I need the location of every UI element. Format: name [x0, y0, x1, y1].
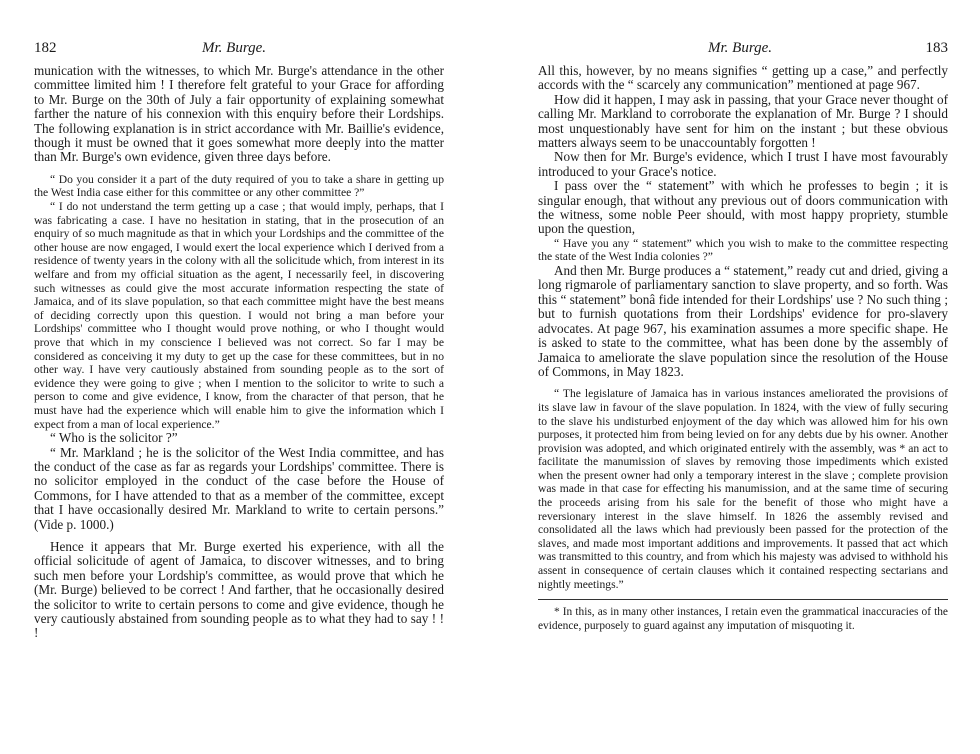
paragraph: Hence it appears that Mr. Burge exerted his experience, with all the official solicitude of agent of Jamaica, to discover witnesses, and to bring such men before your Lordship's committee, as would prove that which he (Mr. Burge) believed to be correct ! And farther, that he occasionally desired the solicitor to write to certain persons to come and give evidence, though he very cautiously abstained from sounding people as to what they had to say ! ! !: [34, 538, 444, 641]
footnote: * In this, as in many other instances, I retain even the grammatical inaccuracies of the evidence, purposely to guard against any imputation of misquoting it.: [538, 606, 948, 632]
quoted-question: “ Have you any “ statement” which you wish to make to the committee respecting the state of the West India colonies ?”: [538, 236, 948, 264]
paragraph: How did it happen, I may ask in passing, that your Grace never thought of calling Mr. Markland to corroborate the explanation of Mr. Burge ? I should most unquestionably have sent for him on the instant ; but these obvious matters always seem to be unaccountably forgotten !: [538, 91, 948, 151]
quoted-answer: “ I do not understand the term getting up a case ; that would imply, perhaps, that I was fabricating a case. I have no hesitation in stating, that in the prosecution of an enquiry of so much magnitude as that in which your Lordships and the committee of the other house are now engaged, I would exert the local experience which I derived from a residence of twenty years in the colony with all the solicitude which, from interest in its welfare and from my official situation as the agent, I necessarily feel, in discovering such witnesses as could give the most accurate information respecting the state of Jamaica, and of its slave population, so that each committee might have the best means of deciding correctly upon this question. I would not bring a man before your Lordships' committee who I thought would prove nothing, or who I thought would prove that which in my conscience I believed was not correct. So far I may be considered as conceiving it my duty to get up the case for these committees, but in no other way. I have very cautiously abstained from sounding people as to the sort of evidence they were going to give ; when I mention to the solicitor to write to such a person to come and give evidence, I know, from the character of that person, that he must have had the experience which will enable him to give the information which I expect from a man of local experience.”: [34, 200, 444, 431]
footnote-divider: [538, 599, 948, 600]
quoted-answer: “ Mr. Markland ; he is the solicitor of the West India committee, and has the conduct of the case as far as regards your Lordships' committee. There is no solicitor employed in the conduct of the case before the House of Commons, for I have attended to that as a member of the committee, except that I have occasionally desired Mr. Markland to write to certain persons.” (Vide p. 1000.): [34, 444, 444, 532]
page-number: 183: [925, 40, 948, 56]
quoted-question: “ Do you consider it a part of the duty required of you to take a share in getting up the West India case either for this committee or any other committee ?”: [34, 172, 444, 200]
paragraph: munication with the witnesses, to which Mr. Burge's attendance in the other committee limited him ! I therefore felt grateful to your Grace for affording to Mr. Burge on the 30th of July a fair opportunity of explaining somewhat farther the nature of his connexion with this enquiry before their Lordships. The following explanation is in strict accordance with Mr. Baillie's evidence, though it must be owned that it goes somewhat more deeply into the matter than Mr. Burge's own evidence, given three days before.: [34, 63, 444, 165]
page-number: 182: [34, 40, 57, 56]
running-head: Mr. Burge.: [708, 40, 773, 56]
left-page-body: [34, 64, 444, 641]
quoted-answer: “ The legislature of Jamaica has in various instances ameliorated the provisions of its slave law in favour of the slave population. In 1824, with the view of fully securing to the slave his undisturbed enjoyment of the day which was allowed him for his own purposes, it protected him from being levied on for any debts due by his owner. Another provision was adopted, and which originated entirely with the assembly, was * an act to facilitate the manumission of slaves by removing those impediments which existed when the present owner had only a temporary interest in the slave ; complete provision was made in that case for effecting his manumission, and at the same time of securing the proceeds arising from his sale for the benefit of those who might have a reversionary interest in the slave himself. In 1826 the assembly revised and consolidated all the laws which had previously been passed for the protection of the slaves, and made most important additions and improvements. It passed that act which was transmitted to this country, and from which his majesty was advised to withhold his assent in consequence of certain clauses which it contained respecting sectarians and nightly meetings.”: [538, 387, 948, 591]
right-page-body: [538, 64, 948, 633]
paragraph: I pass over the “ statement” with which he professes to begin ; it is singular enough, that without any previous out of doors communication with the witness, some noble Peer should, with most happy propriety, stumble upon the question,: [538, 178, 948, 237]
quoted-question: “ Who is the solicitor ?”: [50, 430, 178, 446]
paragraph: And then Mr. Burge produces a “ statement,” ready cut and dried, giving a long rigmarole of parliamentary sanction to slave property, and so forth. Was this “ statement” bonâ fide intended for their Lordships' use ? No such thing ; but to furnish quotations from their Lordships' evidence for pro-slavery advocates. At page 967, his examination assumes a more specific shape. He is asked to state to the committee, what has been done by the assembly of Jamaica to ameliorate the slave population since the resolution of the House of Commons, in May 1823.: [538, 263, 948, 379]
running-head: Mr. Burge.: [202, 40, 267, 56]
left-page-header: [34, 40, 444, 64]
left-page: [34, 40, 444, 641]
right-page: [538, 40, 948, 633]
paragraph: Now then for Mr. Burge's evidence, which I trust I have most favourably introduced to your Grace's notice.: [538, 149, 948, 179]
paragraph: All this, however, by no means signifies “ getting up a case,” and perfectly accords with the “ scarcely any communication” mentioned at page 967.: [538, 63, 948, 93]
right-page-header: [538, 40, 948, 64]
